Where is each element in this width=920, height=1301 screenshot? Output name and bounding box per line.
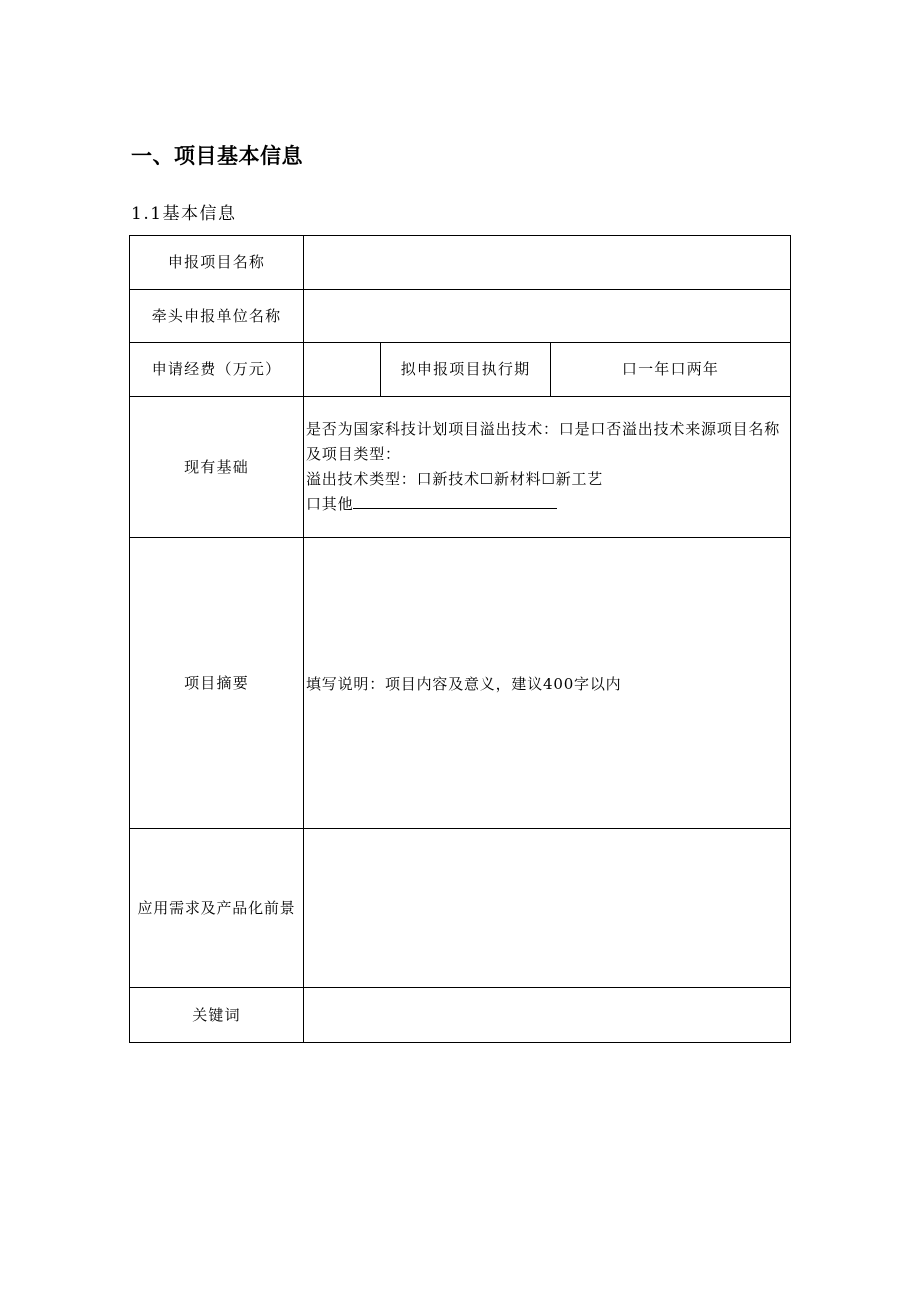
keywords-field[interactable]	[304, 988, 791, 1043]
table-row	[130, 343, 791, 397]
table-row	[130, 538, 791, 829]
basis-content[interactable]	[304, 397, 791, 538]
basic-info-table	[129, 235, 791, 1043]
subsection-title: 1.1基本信息	[131, 204, 237, 224]
application-label: 应用需求及产品化前景	[130, 829, 304, 988]
funding-field[interactable]	[304, 343, 381, 397]
table-row	[130, 236, 791, 290]
table-row	[130, 290, 791, 343]
spillover-question: 是否为国家科技计划项目溢出技术：口是口否溢出技术来源项目名称及项目类型：	[306, 420, 781, 463]
period-options[interactable]: 口一年口两年	[551, 343, 791, 397]
table-row	[130, 397, 791, 538]
section-title: 一、项目基本信息	[131, 144, 303, 168]
table-row	[130, 988, 791, 1043]
table-row	[130, 829, 791, 988]
funding-label: 申请经费（万元）	[130, 343, 304, 397]
other-option-label: 口其他	[306, 495, 354, 513]
lead-unit-label: 牵头申报单位名称	[130, 290, 304, 343]
spillover-type-options: 溢出技术类型：口新技术☐新材料☐新工艺	[306, 470, 604, 488]
summary-field[interactable]	[304, 538, 791, 829]
period-label: 拟申报项目执行期	[381, 343, 551, 397]
application-field[interactable]	[304, 829, 791, 988]
other-option	[306, 492, 784, 517]
lead-unit-field[interactable]	[304, 290, 791, 343]
project-name-label: 申报项目名称	[130, 236, 304, 290]
other-blank-line[interactable]	[353, 494, 557, 509]
keywords-label: 关键词	[130, 988, 304, 1043]
summary-hint: 填写说明：项目内容及意义，建议400字以内	[306, 674, 622, 693]
project-name-field[interactable]	[304, 236, 791, 290]
basis-label: 现有基础	[130, 397, 304, 538]
summary-label: 项目摘要	[130, 538, 304, 829]
